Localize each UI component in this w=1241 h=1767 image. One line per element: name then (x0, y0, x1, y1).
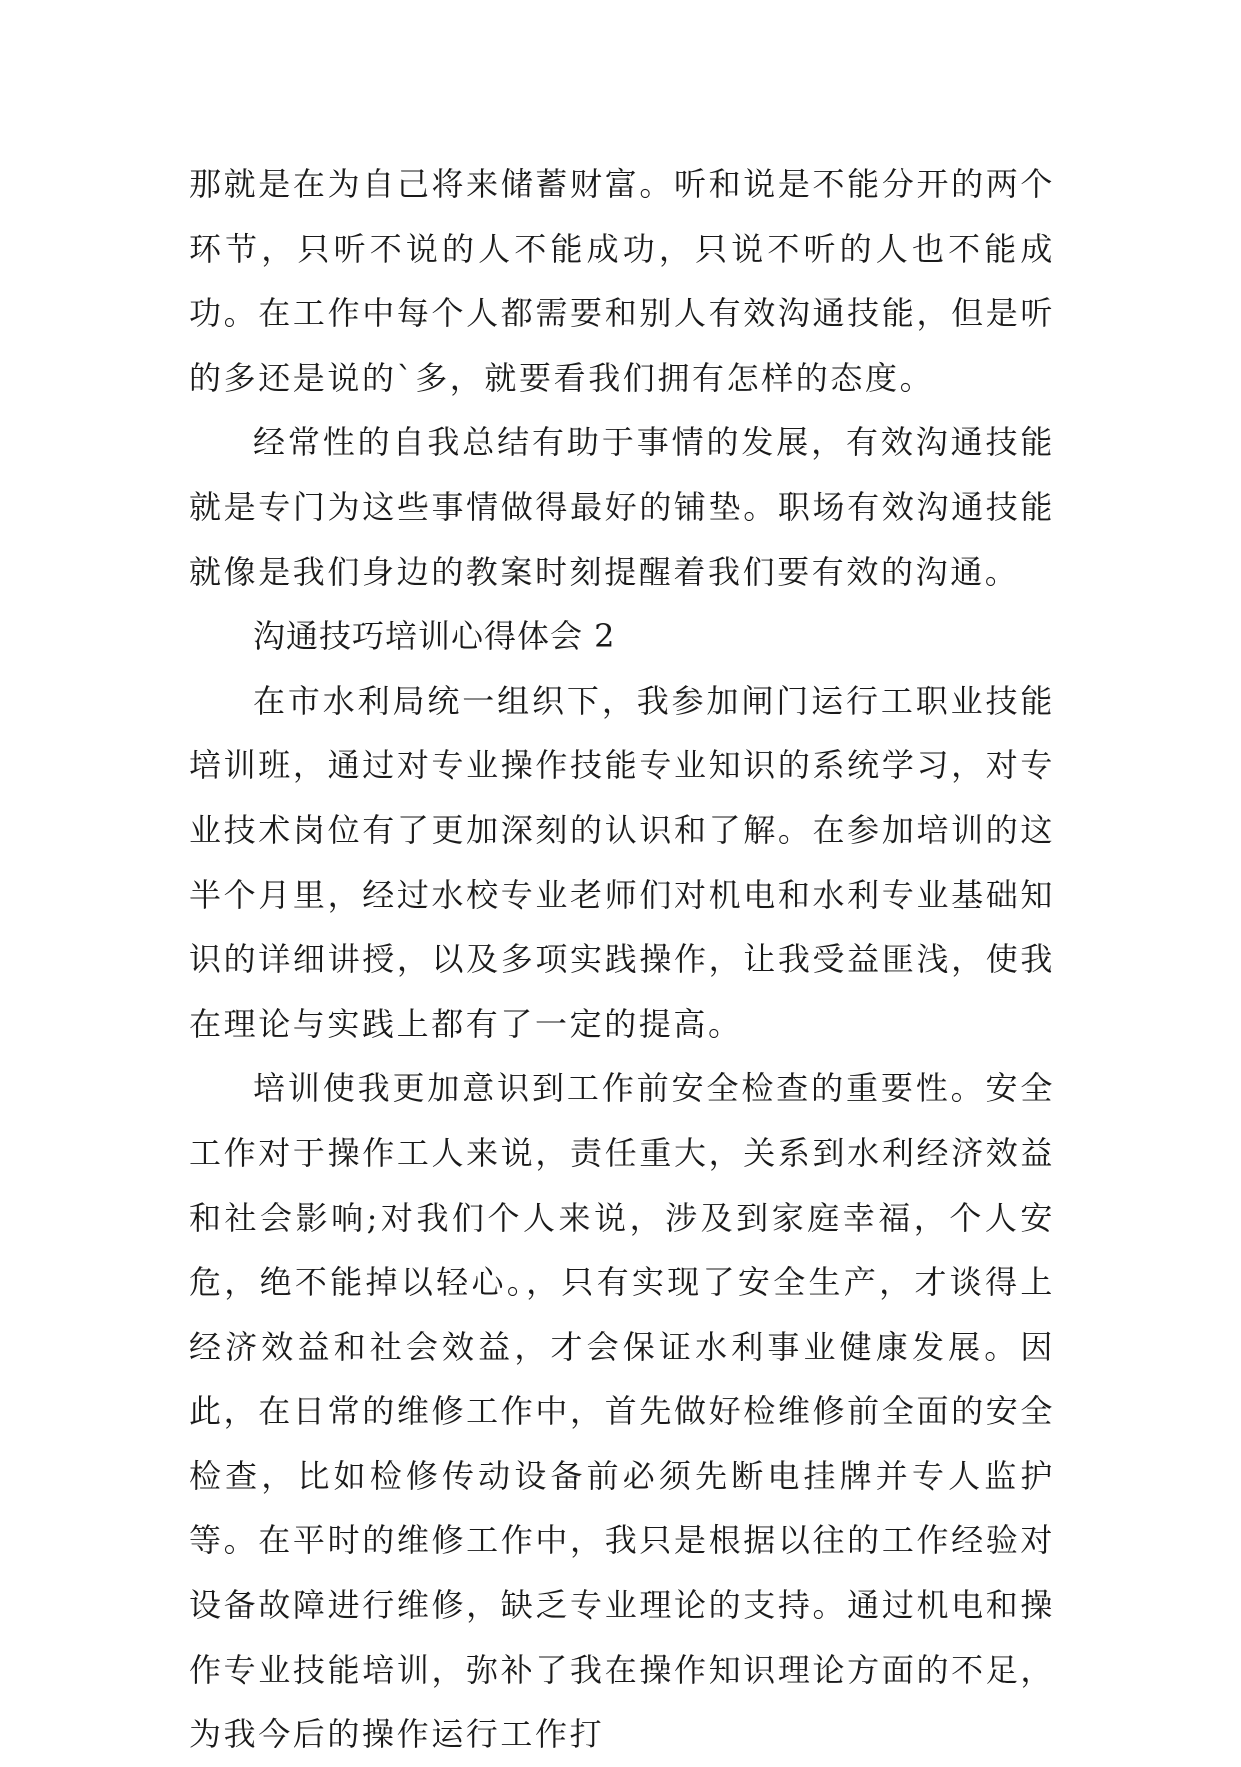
paragraph-safety-check: 培训使我更加意识到工作前安全检查的重要性。安全工作对于操作工人来说，责任重大，关系到水利经济效益和社会影响;对我们个人来说，涉及到家庭幸福，个人安危，绝不能掉以轻心。，只有实现了安全生产，才谈得上经济效益和社会效益，才会保证水利事业健康发展。因此，在日常的维修工作中，首先做好检维修前全面的安全检查，比如检修传动设备前必须先断电挂牌并专人监护等。在平时的维修工作中，我只是根据以往的工作经验对设备故障进行维修，缺乏专业理论的支持。通过机电和操作专业技能培训，弥补了我在操作知识理论方面的不足，为我今后的操作运行工作打 (189, 1069, 1055, 1754)
document-body (189, 152, 1055, 1767)
paragraph-training-intro: 在市水利局统一组织下，我参加闸门运行工职业技能培训班，通过对专业操作技能专业知识的系统学习，对专业技术岗位有了更加深刻的认识和了解。在参加培训的这半个月里，经过水校专业老师们对机电和水利专业基础知识的详细讲授，以及多项实践操作，让我受益匪浅，使我在理论与实践上都有了一定的提高。 (189, 681, 1055, 1043)
paragraph-self-summary: 经常性的自我总结有助于事情的发展，有效沟通技能就是专门为这些事情做得最好的铺垫。职场有效沟通技能就像是我们身边的教案时刻提醒着我们要有效的沟通。 (189, 423, 1055, 591)
section-heading: 沟通技巧培训心得体会 2 (253, 617, 616, 656)
paragraph-continuation: 那就是在为自己将来储蓄财富。听和说是不能分开的两个环节，只听不说的人不能成功，只说不听的人也不能成功。在工作中每个人都需要和别人有效沟通技能，但是听的多还是说的`多，就要看我们拥有怎样的态度。 (189, 165, 1055, 397)
